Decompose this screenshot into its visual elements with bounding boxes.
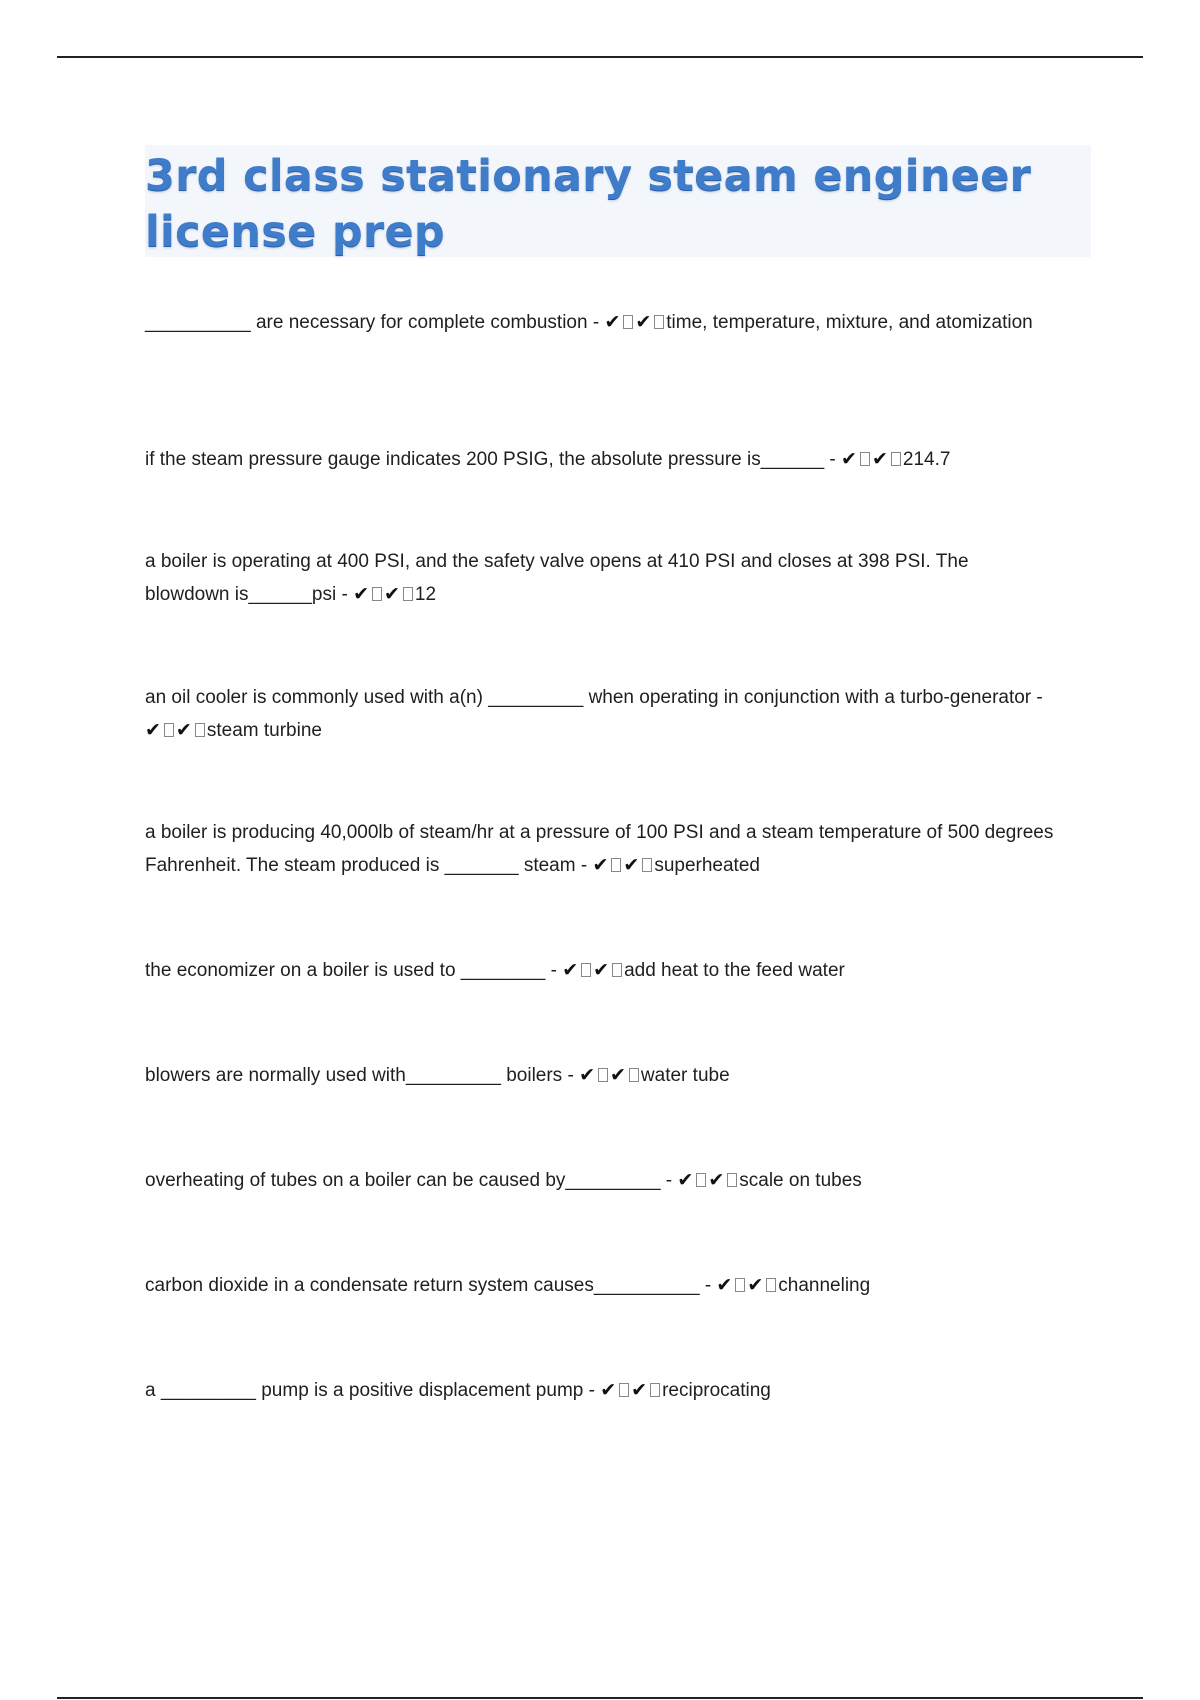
check-icon: ✔	[631, 1379, 648, 1401]
check-icon: ✔	[623, 854, 640, 876]
answer-marker	[677, 1170, 739, 1191]
check-icon: ✔	[635, 311, 652, 333]
box-icon	[891, 452, 901, 466]
check-icon: ✔	[562, 959, 579, 981]
answer-marker	[600, 1380, 662, 1401]
answer-text: 214.7	[902, 449, 951, 470]
answer-marker	[353, 584, 415, 605]
answer-marker	[145, 720, 207, 741]
box-icon	[727, 1173, 737, 1187]
answer-text: superheated	[654, 855, 760, 876]
question-text: overheating of tubes on a boiler can be caused by_________ -	[145, 1170, 673, 1191]
box-icon	[766, 1278, 776, 1292]
box-icon	[195, 723, 205, 737]
qa-item-5	[145, 817, 1055, 882]
question-text: __________ are necessary for complete combustion -	[145, 312, 600, 333]
question-text: a _________ pump is a positive displacement pump -	[145, 1380, 595, 1401]
question-text: an oil cooler is commonly used with a(n) _________ when operating in conjunction with a turbo-generator -	[145, 687, 1043, 708]
box-icon	[623, 315, 633, 329]
box-icon	[642, 858, 652, 872]
check-icon: ✔	[708, 1169, 725, 1191]
check-icon: ✔	[841, 448, 857, 470]
box-icon	[735, 1278, 745, 1292]
question-text: blowers are normally used with_________ boilers -	[145, 1065, 574, 1086]
box-icon	[164, 723, 174, 737]
qa-item-10	[145, 1374, 1055, 1407]
answer-text: add heat to the feed water	[624, 960, 845, 981]
answer-marker	[716, 1275, 778, 1296]
answer-text: steam turbine	[206, 720, 322, 741]
check-icon: ✔	[871, 448, 888, 470]
answer-marker	[604, 312, 666, 333]
answer-text: reciprocating	[662, 1380, 771, 1401]
answer-marker	[592, 855, 654, 876]
box-icon	[611, 858, 621, 872]
qa-item-3	[145, 546, 1055, 611]
check-icon: ✔	[384, 583, 400, 605]
check-icon: ✔	[593, 959, 610, 981]
question-text: carbon dioxide in a condensate return system causes__________ -	[145, 1275, 712, 1296]
answer-text: scale on tubes	[739, 1170, 862, 1191]
answer-marker	[579, 1065, 641, 1086]
box-icon	[654, 315, 664, 329]
box-icon	[403, 587, 413, 601]
qa-item-2	[145, 443, 1055, 476]
answer-text: channeling	[778, 1275, 871, 1296]
answer-marker	[562, 960, 624, 981]
question-text: a boiler is producing 40,000lb of steam/hr at a pressure of 100 PSI and a steam temperature of 500 degrees Fahrenheit. The steam produced is _______ steam -	[145, 822, 1054, 876]
check-icon: ✔	[592, 854, 609, 876]
footer-rule	[57, 1697, 1143, 1699]
header-rule	[57, 56, 1143, 58]
check-icon: ✔	[677, 1169, 694, 1191]
check-icon: ✔	[600, 1379, 617, 1401]
answer-text: time, temperature, mixture, and atomization	[666, 312, 1033, 333]
qa-item-6	[145, 954, 1055, 987]
box-icon	[696, 1173, 706, 1187]
check-icon: ✔	[579, 1064, 595, 1086]
box-icon	[598, 1068, 608, 1082]
check-icon: ✔	[175, 719, 192, 741]
question-text: if the steam pressure gauge indicates 200 PSIG, the absolute pressure is______ -	[145, 449, 836, 470]
check-icon: ✔	[610, 1064, 626, 1086]
box-icon	[612, 963, 622, 977]
qa-item-4	[145, 682, 1055, 747]
box-icon	[581, 963, 591, 977]
check-icon: ✔	[145, 719, 161, 741]
question-text: a boiler is operating at 400 PSI, and the safety valve opens at 410 PSI and closes at 398 PSI. The blowdown is______psi -	[145, 551, 969, 605]
box-icon	[372, 587, 382, 601]
box-icon	[619, 1383, 629, 1397]
check-icon: ✔	[747, 1274, 764, 1296]
question-text: the economizer on a boiler is used to ________ -	[145, 960, 557, 981]
box-icon	[650, 1383, 660, 1397]
box-icon	[860, 452, 870, 466]
qa-item-8	[145, 1164, 1055, 1197]
check-icon: ✔	[353, 583, 369, 605]
qa-item-1	[145, 306, 1055, 339]
document-title: 3rd class stationary steam engineer license prep	[145, 151, 1032, 257]
check-icon: ✔	[716, 1274, 733, 1296]
answer-marker	[841, 449, 903, 470]
qa-item-7	[145, 1059, 1055, 1092]
answer-text: water tube	[640, 1065, 730, 1086]
box-icon	[629, 1068, 639, 1082]
qa-item-9	[145, 1269, 1055, 1302]
check-icon: ✔	[604, 311, 621, 333]
answer-text: 12	[414, 584, 437, 605]
